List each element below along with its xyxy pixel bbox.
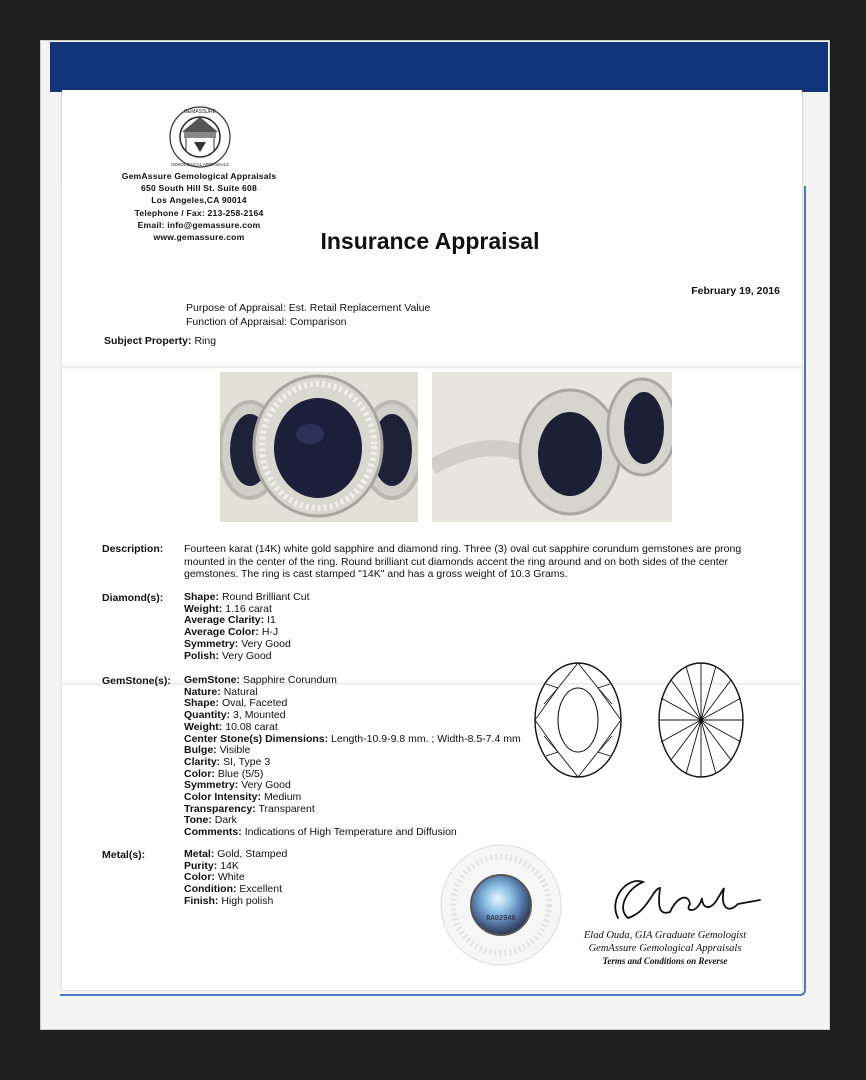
field-value: Very Good	[241, 779, 291, 792]
field-key: Shape:	[184, 697, 220, 710]
ring-photo-front	[220, 372, 418, 522]
hologram-seal	[438, 842, 564, 968]
company-email: Email: info@gemassure.com	[137, 219, 261, 230]
company-website: www.gemassure.com	[153, 232, 245, 243]
field-value: Blue (5/5)	[217, 767, 264, 780]
field-key: Color:	[184, 871, 215, 884]
field-key: Symmetry:	[184, 779, 239, 792]
svg-text:GEMOLOGICAL APPRAISALS: GEMOLOGICAL APPRAISALS	[171, 162, 229, 167]
field-key: Transparency:	[184, 802, 256, 815]
metal-finish-row	[184, 896, 287, 908]
field-value: Transparent	[258, 802, 315, 815]
field-key: Weight:	[184, 602, 223, 615]
field-value: Indications of High Temperature and Diffusion	[244, 826, 457, 839]
field-value: 1.16 carat	[225, 602, 272, 615]
field-key: Color:	[184, 767, 215, 780]
field-key: Average Clarity:	[184, 614, 265, 627]
appraiser-signature	[598, 868, 768, 928]
field-value: Visible	[219, 744, 251, 757]
field-value: Very Good	[241, 637, 291, 650]
field-key: Comments:	[184, 826, 242, 839]
field-value: SI, Type 3	[223, 755, 271, 768]
diamonds-label: Diamond(s):	[102, 592, 164, 604]
metals-label: Metal(s):	[102, 849, 146, 861]
gemassure-logo	[164, 104, 236, 170]
function-line: Function of Appraisal: Comparison	[186, 316, 347, 328]
field-value: Sapphire Corundum	[242, 674, 337, 686]
metals-fields	[184, 849, 287, 908]
field-key: Nature:	[184, 685, 221, 698]
appraiser-info	[560, 930, 770, 968]
purpose-line: Purpose of Appraisal: Est. Retail Replacement Value	[186, 302, 431, 314]
diamond-polish-row	[184, 651, 309, 663]
field-key: Center Stone(s) Dimensions:	[184, 732, 329, 745]
appraiser-name: Elad Ouda, GIA Graduate Gemologist	[583, 930, 747, 941]
field-value: Gold, Stamped	[217, 848, 288, 860]
oval-crown-diagram	[656, 660, 746, 785]
field-key: Metal:	[184, 848, 215, 860]
terms-note: Terms and Conditions on Reverse	[602, 956, 728, 966]
field-key: GemStone:	[184, 674, 241, 686]
appraisal-purpose-block	[186, 301, 430, 329]
field-value: Very Good	[221, 649, 272, 662]
field-key: Shape:	[184, 591, 220, 603]
ring-photo-side	[432, 372, 672, 522]
appraisal-date: February 19, 2016	[691, 285, 780, 297]
field-value: 3, Mounted	[233, 709, 286, 722]
folder-header-band	[50, 42, 828, 92]
field-value: Excellent	[239, 883, 283, 896]
field-value: Medium	[263, 791, 302, 804]
field-key: Color Intensity:	[184, 791, 262, 804]
field-value: Length-10.9-9.8 mm. ; Width-8.5-7.4 mm	[331, 732, 521, 745]
field-value: 14K	[220, 859, 239, 872]
field-value: 10.08 carat	[225, 720, 278, 733]
field-value: White	[217, 871, 245, 884]
field-value: Dark	[214, 814, 237, 827]
svg-text:GEMASSURE: GEMASSURE	[184, 109, 216, 115]
signature-handwriting: Elad Ouda	[683, 926, 688, 927]
oval-pavilion-diagram	[532, 660, 624, 785]
field-value: High polish	[221, 894, 274, 907]
gemstones-label: GemStone(s):	[102, 675, 171, 687]
field-key: Finish:	[184, 894, 219, 907]
field-value: I1	[267, 614, 276, 627]
subject-value: Ring	[194, 335, 217, 347]
field-value: Oval, Faceted	[221, 697, 288, 710]
diamonds-fields	[184, 592, 309, 662]
company-phone: Telephone / Fax: 213-258-2164	[134, 207, 264, 218]
field-key: Purity:	[184, 859, 218, 872]
field-value: Round Brilliant Cut	[221, 591, 310, 603]
description-text: Fourteen karat (14K) white gold sapphire and diamond ring. Three (3) oval cut sapphire corundum gemstones are prong mounted in the center of the ring. Round brilliant cut diamonds accent the ring around and on both sides of the center gemstones. The ring is cast stamped "14K" and has a gross weight of 10.3 Grams.	[184, 543, 742, 581]
gemstones-fields	[184, 675, 521, 839]
company-address-line2: Los Angeles,CA 90014	[151, 195, 247, 206]
field-key: Quantity:	[184, 709, 231, 722]
company-address-line1: 650 South Hill St. Suite 608	[141, 183, 257, 194]
appraiser-company: GemAssure Gemological Appraisals	[588, 942, 742, 954]
subject-property	[104, 335, 216, 347]
gem-comments-row	[184, 827, 521, 839]
field-value: H-J	[261, 626, 279, 639]
fold-line	[62, 366, 802, 369]
field-key: Tone:	[184, 814, 212, 827]
subject-label: Subject Property:	[104, 335, 192, 347]
field-key: Polish:	[184, 649, 220, 662]
field-key: Average Color:	[184, 626, 259, 639]
field-key: Clarity:	[184, 755, 221, 768]
field-key: Symmetry:	[184, 637, 239, 650]
document-title: Insurance Appraisal	[320, 228, 540, 254]
field-key: Weight:	[184, 720, 223, 733]
field-value: Natural	[223, 685, 258, 698]
field-key: Bulge:	[184, 744, 217, 757]
description-label: Description:	[102, 543, 164, 555]
field-key: Condition:	[184, 883, 237, 896]
company-name: GemAssure Gemological Appraisals	[121, 171, 277, 181]
seal-code: RA02940	[486, 915, 516, 923]
